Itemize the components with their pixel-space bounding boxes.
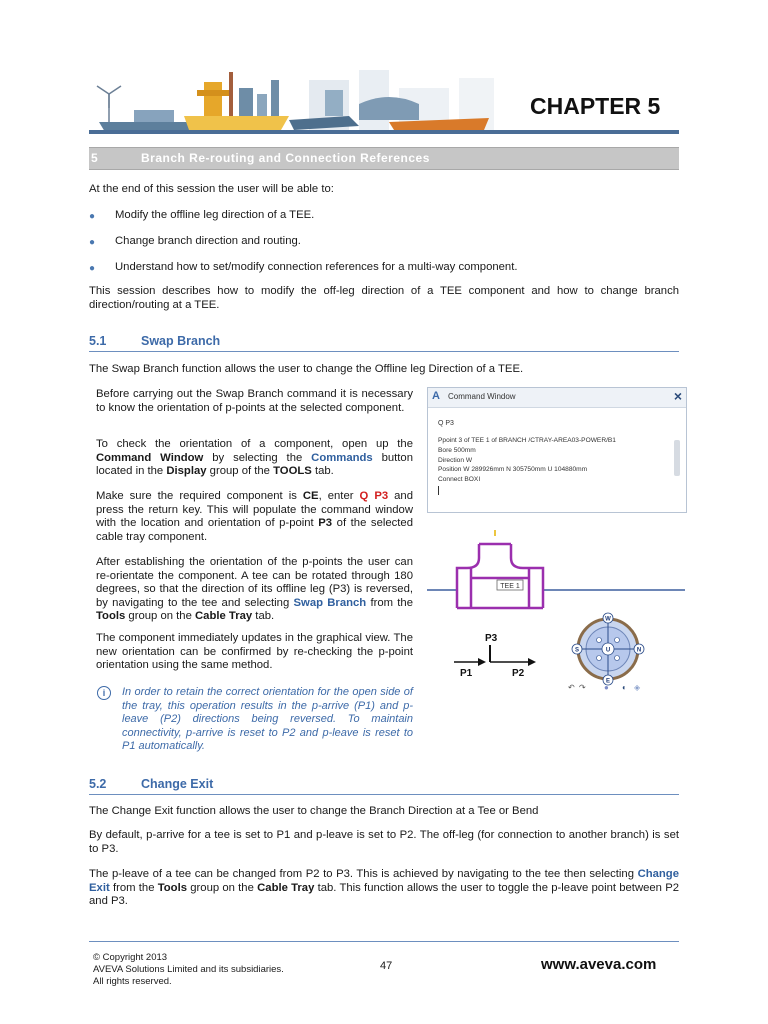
p1-label: P1 (460, 668, 473, 679)
s51-number: 5.1 (89, 334, 107, 348)
bullet-dot-1: ● (89, 211, 96, 222)
scrollbar[interactable] (674, 440, 680, 476)
compass-w: W (605, 616, 611, 623)
s52-rule (89, 794, 679, 795)
s51-intro: The Swap Branch function allows the user to change the Offline leg Direction of a TEE. (89, 363, 524, 375)
compass-s: S (574, 647, 580, 654)
compass-u: U (605, 647, 611, 654)
s52-p1: The Change Exit function allows the user to change the Branch Direction at a Tee or Bend (89, 805, 539, 817)
s52-title: Change Exit (141, 777, 214, 791)
intro-bullet-2: Change branch direction and routing. (115, 235, 301, 247)
section-number: 5 (91, 151, 98, 165)
page-number: 47 (380, 960, 393, 972)
command-window-title: Command Window (448, 392, 516, 401)
footer-company: AVEVA Solutions Limited and its subsidiaries. (93, 964, 284, 975)
compass-toolbar (568, 683, 652, 695)
intro-bullet-1: Modify the offline leg direction of a TEE. (115, 209, 315, 221)
s51-note: In order to retain the correct orientation for the open side of the tray, this operation results in the p-arrive (P1) and p-leave (P2) directions being reversed. To maintain connectivity, p-arrive is reset to P2 and p-leave is reset to P1 automatically. (122, 686, 413, 752)
s51-p4: After establishing the orientation of the p-points the user can re-orientate the component. A tee can be rotated through 180 degrees, so that the direction of its offline leg (P3) is reversed, by navigating to the tee and selecting Swap Branch from the Tools group on the Cable Tray tab. (96, 556, 413, 622)
text-cursor[interactable] (438, 486, 439, 495)
rotate-left-icon[interactable]: ↶ (568, 683, 575, 692)
section-bar (89, 147, 679, 170)
aveva-logo-icon: A (432, 390, 440, 402)
home-icon[interactable]: ● (604, 683, 609, 692)
command-window (427, 387, 687, 513)
cw-line: Connect BOXI (438, 476, 481, 483)
rotate-right-icon[interactable]: ↷ (579, 683, 586, 692)
tee-diagram (427, 528, 685, 614)
bullet-dot-3: ● (89, 263, 96, 274)
cw-line: Q P3 (438, 420, 454, 427)
section-title: Branch Re-routing and Connection References (141, 151, 430, 165)
cw-line: Bore 500mm (438, 447, 476, 454)
p3-label: P3 (485, 633, 498, 644)
footer-copyright: © Copyright 2013 (93, 952, 168, 963)
s51-title: Swap Branch (141, 334, 221, 348)
chapter-title: CHAPTER 5 (530, 93, 661, 119)
close-icon[interactable]: × (673, 388, 682, 404)
intro-bullet-3: Understand how to set/modify connection references for a multi-way component. (115, 261, 518, 273)
cw-line: Ppoint 3 of TEE 1 of BRANCH /CTRAY-AREA03-POWER/B1 (438, 437, 616, 444)
info-icon: i (97, 686, 111, 700)
command-window-titlebar (428, 388, 686, 408)
cw-line: Position W 289926mm N 305750mm U 104880mm (438, 466, 588, 473)
ppoint-diagram (450, 630, 550, 682)
tee-label: TEE 1 (500, 583, 520, 590)
compass-e: E (605, 678, 611, 685)
p2-label: P2 (512, 668, 525, 679)
footer-url[interactable]: www.aveva.com (541, 956, 657, 973)
s52-p3: The p-leave of a tee can be changed from P2 to P3. This is achieved by navigating to the tee then selecting Change Exit from the Tools group on the Cable Tray tab. This function allows the user to toggle the p-leave point between P2 and P3. (89, 868, 680, 907)
intro-summary: This session describes how to modify the off-leg direction of a TEE component and how to change branch direction/routing at a TEE. (89, 285, 679, 311)
bullet-dot-2: ● (89, 237, 96, 248)
s51-rule (89, 351, 679, 352)
s51-p1: Before carrying out the Swap Branch command it is necessary to know the orientation of p-points at the selected component. (96, 388, 413, 414)
cw-line: Direction W (438, 457, 473, 464)
footer-rule (89, 941, 679, 942)
compass-n: N (636, 647, 642, 654)
s52-number: 5.2 (89, 777, 107, 791)
view-icon[interactable]: ◐ (622, 683, 627, 692)
s51-p2: To check the orientation of a component, open up the Command Window by selecting the Commands button located in the Display group of the TOOLS tab. (96, 438, 413, 477)
s51-p5: The component immediately updates in the graphical view. The new orientation can be confirmed by re-checking the p-point orientation using the same method. (96, 632, 413, 671)
footer-rights: All rights reserved. (93, 976, 172, 987)
s52-p2: By default, p-arrive for a tee is set to P1 and p-leave is set to P2. The off-leg (for connection to another branch) is set to P3. (89, 829, 679, 855)
cube-icon[interactable]: ◈ (634, 683, 641, 692)
intro-lead: At the end of this session the user will be able to: (89, 183, 334, 195)
s51-p3: Make sure the required component is CE, enter Q P3 and press the return key. This will populate the command window with the location and orientation of p-point P3 of the selected cable tray component. (96, 490, 414, 543)
